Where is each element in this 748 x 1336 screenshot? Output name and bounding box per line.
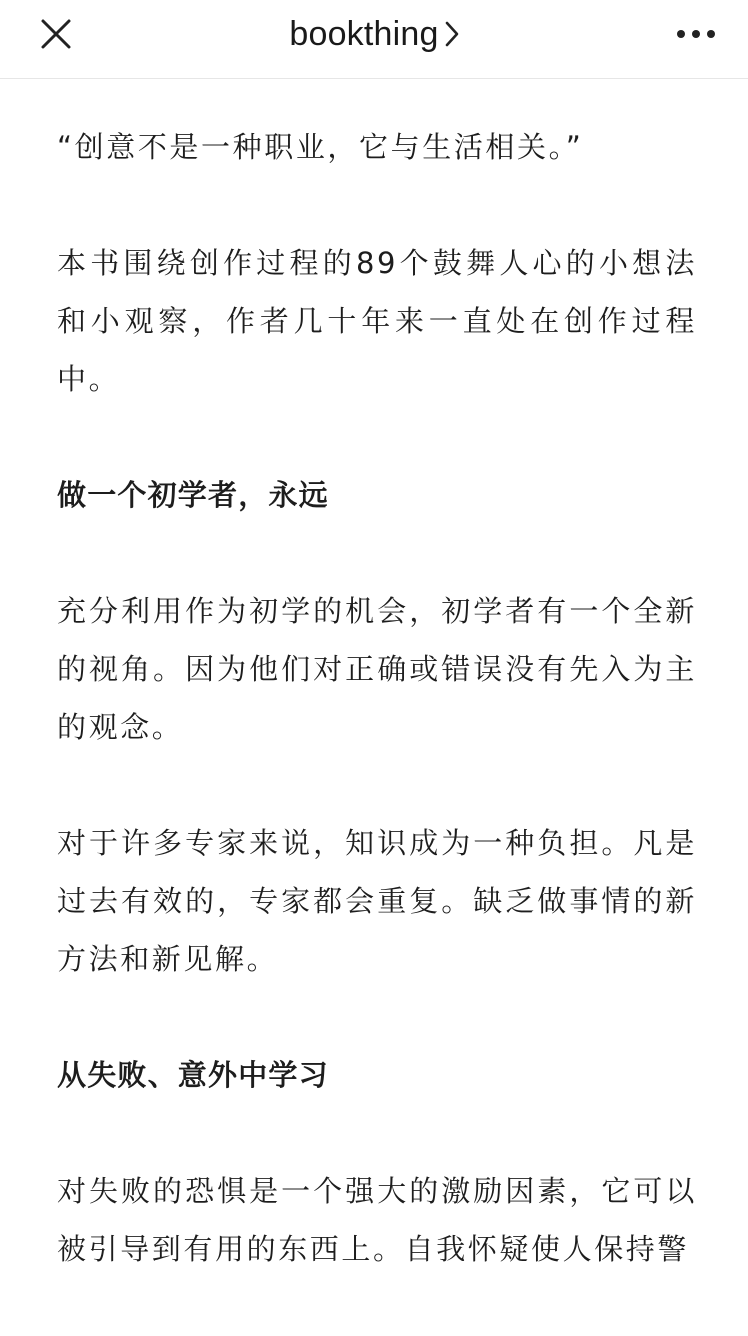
article-paragraph: 对失败的恐惧是一个强大的激励因素，它可以被引导到有用的东西上。自我怀疑使人保持警 bbox=[57, 1174, 697, 1266]
top-navigation-bar bbox=[0, 0, 748, 79]
more-options-button[interactable] bbox=[672, 12, 720, 56]
page-title: bookthing bbox=[289, 14, 439, 53]
article-intro: 本书围绕创作过程的89个鼓舞人心的小想法和小观察，作者几十年来一直处在创作过程中。 bbox=[57, 246, 697, 396]
article-body bbox=[57, 118, 697, 1336]
more-dots-icon bbox=[676, 29, 716, 39]
chevron-right-icon bbox=[445, 21, 459, 47]
account-title-link[interactable] bbox=[0, 12, 748, 56]
article-paragraph: 对于许多专家来说，知识成为一种负担。凡是过去有效的，专家都会重复。缺乏做事情的新方法和新见解。 bbox=[57, 826, 697, 976]
article-quote: “创意不是一种职业，它与生活相关。” bbox=[57, 130, 584, 164]
article-paragraph: 充分利用作为初学的机会，初学者有一个全新的视角。因为他们对正确或错误没有先入为主的观念。 bbox=[57, 594, 697, 744]
section-heading: 从失败、意外中学习 bbox=[57, 1058, 329, 1092]
section-heading: 做一个初学者，永远 bbox=[57, 478, 329, 512]
